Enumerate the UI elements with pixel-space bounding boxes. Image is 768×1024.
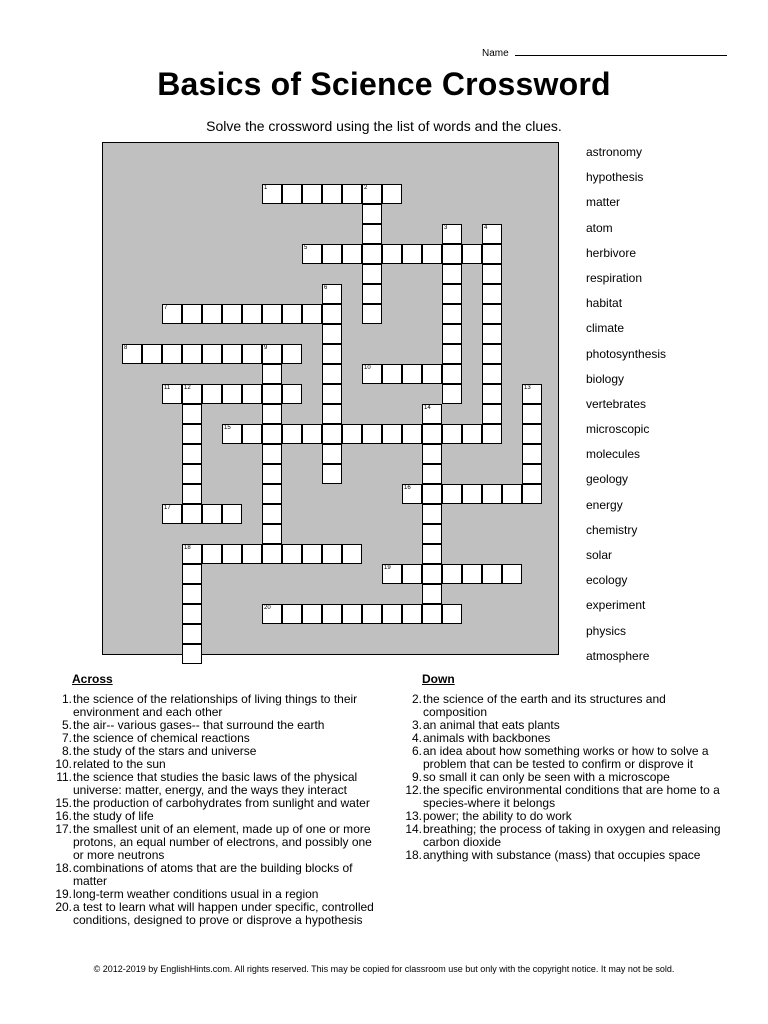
crossword-cell[interactable] [442,344,462,364]
word-bank-item: biology [586,371,625,386]
word-bank-item: photosynthesis [586,346,667,361]
crossword-cell[interactable] [482,564,502,584]
crossword-cell[interactable] [282,184,302,204]
crossword-cell[interactable] [482,244,502,264]
crossword-cell[interactable] [322,424,342,444]
word-bank-item: energy [586,497,623,512]
word-bank-item: experiment [586,598,646,613]
clue-number: 10. [55,757,72,771]
down-clue [400,849,730,862]
crossword-cell[interactable] [382,184,402,204]
crossword-cell[interactable] [502,564,522,584]
crossword-grid [102,142,559,655]
name-line[interactable] [515,46,727,56]
crossword-cell[interactable] [362,264,382,284]
crossword-cell[interactable] [462,564,482,584]
clue-text: the smallest unit of an element, made up of one or more protons, an equal number of electrons, and possibly one or more neutrons [73,822,372,862]
crossword-cell[interactable] [522,484,542,504]
crossword-cell[interactable] [322,604,342,624]
clue-text: an animal that eats plants [423,718,560,732]
across-clue [50,862,380,888]
crossword-cell[interactable] [202,544,222,564]
crossword-cell[interactable] [402,564,422,584]
clue-text: the science of the earth and its structures and composition [423,692,666,719]
cell-number: 5 [304,245,308,251]
word-bank-item: geology [586,472,629,487]
crossword-cell[interactable] [362,204,382,224]
crossword-cell[interactable] [422,584,442,604]
cell-number: 8 [124,345,128,351]
crossword-cell[interactable] [342,424,362,444]
crossword-cell[interactable] [482,324,502,344]
crossword-cell[interactable] [442,604,462,624]
clue-number: 19. [55,887,72,901]
crossword-cell[interactable] [182,304,202,324]
cell-number: 10 [364,365,371,371]
crossword-cell[interactable] [262,304,282,324]
cell-number: 12 [184,385,191,391]
crossword-cell[interactable] [322,304,342,324]
cell-number: 19 [384,565,391,571]
name-label: Name [482,48,509,59]
word-bank-item: climate [586,321,625,336]
crossword-cell[interactable] [482,404,502,424]
crossword-cell[interactable] [182,644,202,664]
clue-text: anything with substance (mass) that occupies space [423,848,701,862]
crossword-cell[interactable] [442,384,462,404]
crossword-cell[interactable] [462,424,482,444]
clue-text: the study of the stars and universe [73,744,257,758]
crossword-cell[interactable] [182,504,202,524]
cell-number: 11 [164,385,171,391]
crossword-cell[interactable] [242,544,262,564]
crossword-cell[interactable] [522,384,542,404]
crossword-cell[interactable] [362,244,382,264]
crossword-cell[interactable] [262,464,282,484]
crossword-cell[interactable] [362,224,382,244]
crossword-cell[interactable] [262,424,282,444]
crossword-cell[interactable] [462,244,482,264]
crossword-cell[interactable] [362,304,382,324]
clue-text: the study of life [73,809,154,823]
cell-number: 15 [224,425,231,431]
crossword-cell[interactable] [462,484,482,504]
crossword-cell[interactable] [182,484,202,504]
clue-number: 14. [405,822,422,836]
crossword-cell[interactable] [142,344,162,364]
crossword-cell[interactable] [202,504,222,524]
clue-text: related to the sun [73,757,166,771]
crossword-cell[interactable] [482,484,502,504]
clue-text: an idea about how something works or how to solve a problem that can be tested to confirm or disprove it [423,744,709,771]
crossword-cell[interactable] [422,364,442,384]
crossword-cell[interactable] [322,344,342,364]
crossword-cell[interactable] [362,364,382,384]
clue-number: 18. [405,848,422,862]
word-bank-item: microscopic [586,422,650,437]
crossword-cell[interactable] [422,424,442,444]
cell-number: 4 [484,225,488,231]
crossword-cell[interactable] [322,544,342,564]
clue-text: a test to learn what will happen under specific, controlled conditions, designed to prove or disprove a hypothesis [73,900,374,927]
cell-number: 1 [264,185,268,191]
copyright-footer: © 2012-2019 by EnglishHints.com. All rights reserved. This may be copied for classroom use but only with the copyright notice. It may not be sold. [93,964,675,974]
crossword-cell[interactable] [442,484,462,504]
down-clue [400,693,730,719]
crossword-cell[interactable] [162,304,182,324]
crossword-cell[interactable] [242,384,262,404]
crossword-cell[interactable] [202,384,222,404]
crossword-cell[interactable] [422,244,442,264]
crossword-cell[interactable] [282,424,302,444]
crossword-cell[interactable] [422,604,442,624]
crossword-cell[interactable] [302,184,322,204]
clue-number: 4. [411,731,422,745]
crossword-cell[interactable] [182,424,202,444]
crossword-cell[interactable] [282,384,302,404]
clue-text: the specific environmental conditions that are home to a species-where it belongs [423,783,720,810]
crossword-cell[interactable] [262,544,282,564]
cell-number: 6 [324,285,328,291]
cell-number: 18 [184,545,191,551]
crossword-cell[interactable] [202,304,222,324]
crossword-cell[interactable] [222,424,242,444]
crossword-cell[interactable] [402,484,422,504]
crossword-cell[interactable] [282,304,302,324]
crossword-cell[interactable] [322,364,342,384]
crossword-cell[interactable] [262,384,282,404]
crossword-cell[interactable] [182,444,202,464]
clue-number: 1. [61,692,72,706]
crossword-cell[interactable] [262,504,282,524]
word-bank [586,145,666,674]
crossword-cell[interactable] [482,344,502,364]
crossword-cell[interactable] [262,404,282,424]
crossword-cell[interactable] [362,424,382,444]
crossword-cell[interactable] [422,524,442,544]
crossword-cell[interactable] [262,364,282,384]
crossword-cell[interactable] [222,544,242,564]
clue-number: 9. [411,770,422,784]
crossword-cell[interactable] [322,284,342,304]
crossword-cell[interactable] [322,444,342,464]
crossword-cell[interactable] [322,324,342,344]
crossword-cell[interactable] [262,484,282,504]
cell-number: 17 [164,505,171,511]
across-clue [50,771,380,797]
crossword-cell[interactable] [202,344,222,364]
crossword-cell[interactable] [162,504,182,524]
word-bank-item: atmosphere [586,648,650,663]
clue-number: 13. [405,809,422,823]
crossword-cell[interactable] [402,424,422,444]
clue-text: the production of carbohydrates from sunlight and water [73,796,370,810]
crossword-cell[interactable] [482,424,502,444]
clue-text: so small it can only be seen with a microscope [423,770,670,784]
crossword-cell[interactable] [282,604,302,624]
clue-number: 5. [61,718,72,732]
clue-number: 15. [55,796,72,810]
crossword-cell[interactable] [422,504,442,524]
cell-number: 2 [364,185,368,191]
crossword-cell[interactable] [302,244,322,264]
crossword-cell[interactable] [182,584,202,604]
clue-text: the air-- various gases-- that surround the earth [73,718,325,732]
crossword-cell[interactable] [182,544,202,564]
crossword-cell[interactable] [322,184,342,204]
crossword-cell[interactable] [342,544,362,564]
crossword-cell[interactable] [262,444,282,464]
clue-text: the science that studies the basic laws of the physical universe: matter, energy, and the ways they interact [73,770,358,797]
cell-number: 13 [524,385,531,391]
crossword-cell[interactable] [522,404,542,424]
clue-text: the science of chemical reactions [73,731,250,745]
crossword-cell[interactable] [242,424,262,444]
word-bank-item: atom [586,220,613,235]
clue-number: 20. [55,900,72,914]
clue-number: 3. [411,718,422,732]
crossword-cell[interactable] [262,604,282,624]
clue-number: 6. [411,744,422,758]
crossword-cell[interactable] [402,604,422,624]
crossword-cell[interactable] [442,264,462,284]
instructions: Solve the crossword using the list of words and the clues. [206,118,562,134]
clue-text: animals with backbones [423,731,551,745]
clue-text: breathing; the process of taking in oxygen and releasing carbon dioxide [423,822,721,849]
crossword-cell[interactable] [482,264,502,284]
down-heading: Down [422,672,455,686]
across-clue [50,901,380,927]
crossword-cell[interactable] [222,384,242,404]
crossword-cell[interactable] [522,444,542,464]
crossword-cell[interactable] [282,344,302,364]
crossword-cell[interactable] [362,284,382,304]
crossword-cell[interactable] [482,364,502,384]
crossword-cell[interactable] [182,344,202,364]
crossword-cell[interactable] [442,304,462,324]
crossword-cell[interactable] [422,564,442,584]
cell-number: 3 [444,225,448,231]
crossword-cell[interactable] [422,464,442,484]
down-clue [400,823,730,849]
crossword-cell[interactable] [302,424,322,444]
crossword-cell[interactable] [362,604,382,624]
crossword-cell[interactable] [502,484,522,504]
crossword-cell[interactable] [382,564,402,584]
clue-text: long-term weather conditions usual in a region [73,887,319,901]
crossword-cell[interactable] [322,404,342,424]
clue-number: 11. [56,770,72,784]
clue-number: 7. [61,731,72,745]
crossword-cell[interactable] [302,544,322,564]
word-bank-item: molecules [586,447,641,462]
cell-number: 14 [424,405,431,411]
crossword-cell[interactable] [182,564,202,584]
crossword-cell[interactable] [402,244,422,264]
crossword-cell[interactable] [382,424,402,444]
crossword-cell[interactable] [422,484,442,504]
crossword-cell[interactable] [442,324,462,344]
cell-number: 16 [404,485,411,491]
word-bank-item: solar [586,548,613,562]
crossword-cell[interactable] [482,384,502,404]
word-bank-item: physics [586,623,627,638]
cell-number: 7 [164,305,168,311]
crossword-cell[interactable] [322,464,342,484]
clue-number: 17. [55,822,72,836]
clue-text: the science of the relationships of living things to their environment and each other [73,692,358,719]
clue-number: 8. [61,744,72,758]
crossword-cell[interactable] [442,364,462,384]
word-bank-item: matter [586,195,621,210]
crossword-cell[interactable] [382,244,402,264]
crossword-cell[interactable] [162,384,182,404]
crossword-cell[interactable] [222,304,242,324]
crossword-cell[interactable] [222,504,242,524]
crossword-cell[interactable] [422,544,442,564]
across-clue [50,693,380,719]
word-bank-item: chemistry [586,522,638,537]
cell-number: 20 [264,605,271,611]
crossword-cell[interactable] [162,344,182,364]
crossword-cell[interactable] [342,184,362,204]
clue-number: 12. [405,783,422,797]
crossword-cell[interactable] [322,244,342,264]
across-heading: Across [72,672,113,686]
word-bank-item: ecology [586,573,628,588]
crossword-cell[interactable] [182,404,202,424]
crossword-cell[interactable] [422,404,442,424]
name-field [482,46,727,59]
crossword-cell[interactable] [522,464,542,484]
crossword-cell[interactable] [402,364,422,384]
crossword-cell[interactable] [382,604,402,624]
clue-text: power; the ability to do work [423,809,572,823]
crossword-cell[interactable] [182,604,202,624]
crossword-cell[interactable] [482,284,502,304]
crossword-cell[interactable] [122,344,142,364]
word-bank-item: habitat [586,296,623,311]
crossword-cell[interactable] [182,624,202,644]
across-clue [50,823,380,862]
crossword-cell[interactable] [262,524,282,544]
crossword-cell[interactable] [442,564,462,584]
crossword-cell[interactable] [382,364,402,384]
down-clue [400,745,730,771]
crossword-cell[interactable] [222,344,242,364]
crossword-cell[interactable] [262,184,282,204]
crossword-cell[interactable] [302,604,322,624]
page-title: Basics of Science Crossword [157,66,611,102]
crossword-cell[interactable] [262,344,282,364]
across-clues [50,673,380,927]
crossword-cell[interactable] [422,444,442,464]
crossword-cell[interactable] [322,384,342,404]
clue-number: 2. [411,692,422,706]
crossword-cell[interactable] [482,304,502,324]
clue-number: 16. [55,809,72,823]
down-clues [400,673,730,862]
crossword-cell[interactable] [242,344,262,364]
crossword-cell[interactable] [362,184,382,204]
crossword-cell[interactable] [242,304,262,324]
crossword-cell[interactable] [282,544,302,564]
word-bank-item: herbivore [586,245,637,260]
word-bank-item: vertebrates [586,396,647,411]
clue-number: 18. [55,861,72,875]
crossword-cell[interactable] [522,424,542,444]
word-bank-item: respiration [586,270,643,285]
crossword-cell[interactable] [482,224,502,244]
crossword-cell[interactable] [302,304,322,324]
crossword-cell[interactable] [182,384,202,404]
clue-text: combinations of atoms that are the building blocks of matter [73,861,353,888]
word-bank-item: hypothesis [586,170,644,185]
cell-number: 9 [264,345,268,351]
crossword-cell[interactable] [342,244,362,264]
crossword-cell[interactable] [442,244,462,264]
crossword-cell[interactable] [442,424,462,444]
crossword-cell[interactable] [442,224,462,244]
word-bank-item: astronomy [586,145,643,159]
crossword-cell[interactable] [182,464,202,484]
crossword-cell[interactable] [442,284,462,304]
crossword-cell[interactable] [342,604,362,624]
down-clue [400,784,730,810]
